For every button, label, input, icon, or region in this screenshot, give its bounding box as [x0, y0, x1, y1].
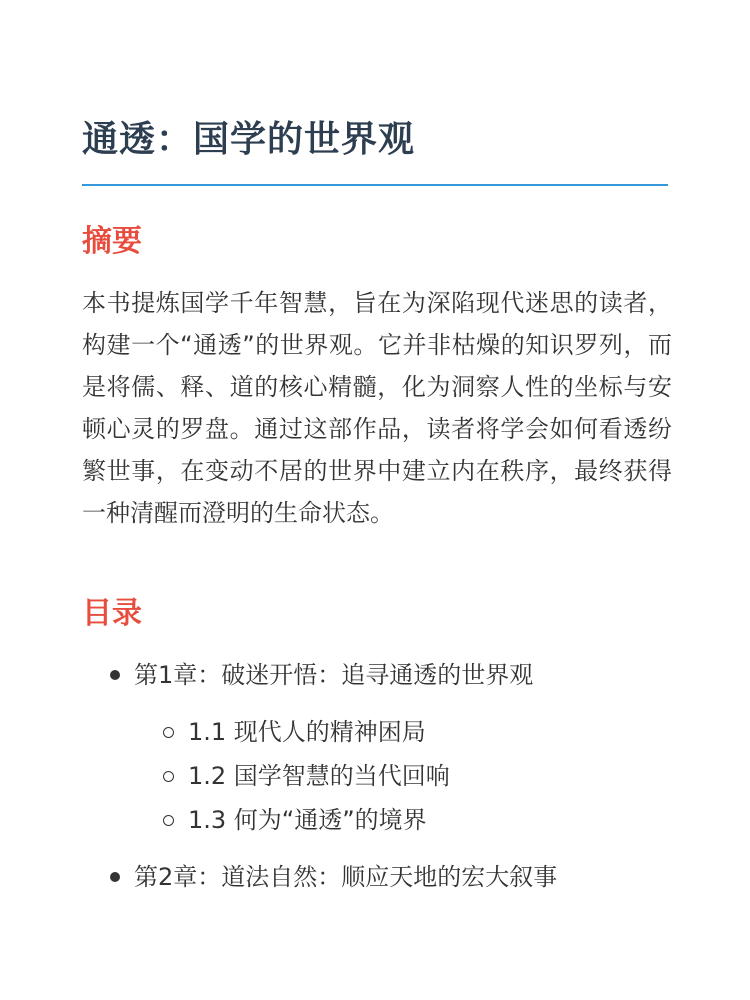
section-item[interactable]: [0, 754, 750, 798]
hollow-bullet-icon: [163, 771, 174, 782]
table-of-contents: [0, 654, 750, 898]
chapter-label: 第2章：道法自然：顺应天地的宏大叙事: [134, 863, 558, 891]
chapter-label: 第1章：破迷开悟：追寻通透的世界观: [134, 661, 534, 689]
chapter-1-sections: [0, 710, 750, 842]
filled-bullet-icon: [110, 872, 120, 882]
section-item[interactable]: [0, 798, 750, 842]
abstract-heading: 摘要: [82, 224, 142, 259]
hollow-bullet-icon: [163, 727, 174, 738]
section-label: 1.1 现代人的精神困局: [188, 718, 426, 746]
hollow-bullet-icon: [163, 815, 174, 826]
page-title: 通透：国学的世界观: [82, 119, 416, 160]
toc-chapter-1: [0, 654, 750, 842]
toc-heading: 目录: [82, 596, 142, 631]
section-item[interactable]: [0, 710, 750, 754]
title-divider: [82, 184, 668, 186]
chapter-item[interactable]: [0, 654, 750, 696]
section-label: 1.3 何为“通透”的境界: [188, 806, 427, 834]
section-label: 1.2 国学智慧的当代回响: [188, 762, 450, 790]
filled-bullet-icon: [110, 670, 120, 680]
toc-chapter-2: [0, 856, 750, 898]
abstract-text: 本书提炼国学千年智慧，旨在为深陷现代迷思的读者，构建一个“通透”的世界观。它并非枯燥的知识罗列，而是将儒、释、道的核心精髓，化为洞察人性的坐标与安顿心灵的罗盘。通过这部作品，读者将学会如何看透纷繁世事，在变动不居的世界中建立内在秩序，最终获得一种清醒而澄明的生命状态。: [82, 289, 672, 527]
chapter-item[interactable]: [0, 856, 750, 898]
